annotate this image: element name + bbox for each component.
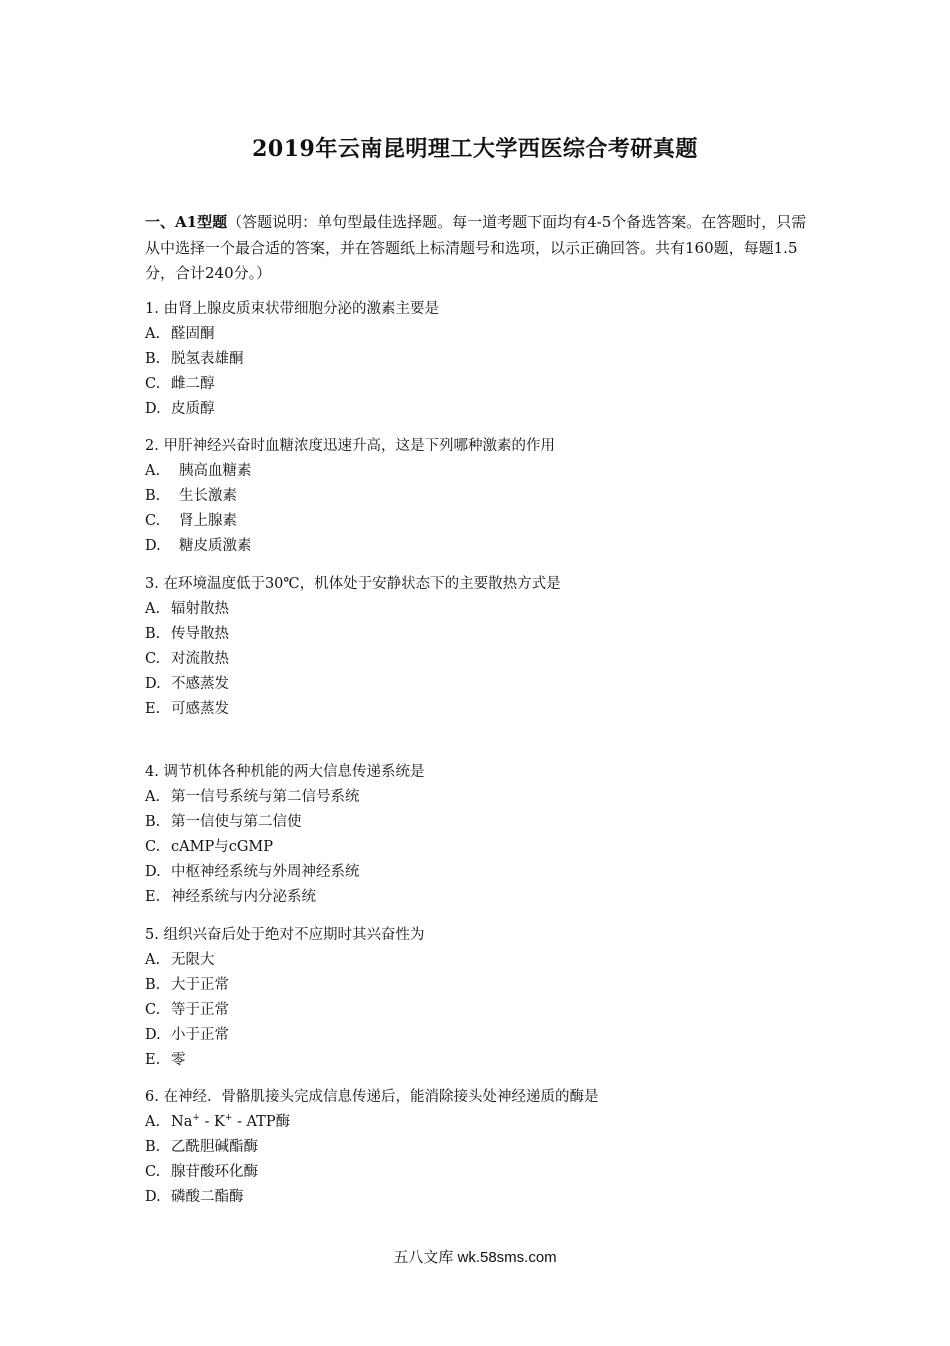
option-a-text: Na+ - K+ - ATP酶 [171,1113,291,1130]
question-stem: 5. 组织兴奋后处于绝对不应期时其兴奋性为 [145,927,425,943]
option-c: C. cAMP与cGMP [145,839,274,855]
section-instructions: （答题说明：单句型最佳选择题。每一道考题下面均有4-5个备选答案。在答题时，只需从中选择一个最合适的答案，并在答题纸上标清题号和选项，以示正确回答。共有160题，每题1.5分，合计240分。） [145,213,807,282]
option-a: A. 醛固酮 [145,326,215,342]
question-stem: 2. 甲肝神经兴奋时血糖浓度迅速升高，这是下列哪种激素的作用 [145,438,555,454]
option-b: B. 乙酰胆碱酯酶 [145,1139,258,1155]
option-c: C. 对流散热 [145,651,229,667]
option-b: B. 大于正常 [145,977,229,993]
option-a: A. 第一信号系统与第二信号系统 [145,789,360,805]
question-stem: 3. 在环境温度低于30℃，机体处于安静状态下的主要散热方式是 [145,576,561,592]
section-intro [145,210,813,287]
question-5 [145,923,424,1073]
option-c: C. 等于正常 [145,1002,229,1018]
option-d: D. 小于正常 [145,1027,229,1043]
page-footer: 五八文库 wk.58sms.com [393,1249,557,1266]
option-c: C. 腺苷酸环化酶 [145,1164,258,1180]
option-c: C. 雌二醇 [145,376,215,392]
question-2 [145,434,555,559]
option-a: A. 胰高血糖素 [145,463,252,479]
option-e: E. 可感蒸发 [145,701,229,717]
option-a: A. Na+ - K+ - ATP酶 [145,1113,291,1130]
question-stem: 4. 调节机体各种机能的两大信息传递系统是 [145,764,425,780]
option-d: D. 磷酸二酯酶 [145,1189,244,1205]
question-1 [145,297,439,422]
option-d: D. 皮质醇 [145,401,215,417]
option-b: B. 生长激素 [145,488,237,504]
question-stem: 6. 在神经．骨骼肌接头完成信息传递后，能消除接头处神经递质的酶是 [145,1089,599,1105]
question-6 [145,1085,598,1210]
question-3 [145,572,561,722]
option-e: E. 神经系统与内分泌系统 [145,889,316,905]
question-4 [145,760,424,910]
option-d: D. 中枢神经系统与外周神经系统 [145,864,360,880]
option-d: D. 糖皮质激素 [145,538,252,554]
option-b: B. 第一信使与第二信使 [145,814,302,830]
question-stem: 1. 由肾上腺皮质束状带细胞分泌的激素主要是 [145,301,439,317]
option-b: B. 脱氢表雄酮 [145,351,244,367]
option-a: A. 辐射散热 [145,601,229,617]
section-heading: 一、A1型题 [145,213,228,231]
option-b: B. 传导散热 [145,626,229,642]
option-d: D. 不感蒸发 [145,676,229,692]
document-title: 2019年云南昆明理工大学西医综合考研真题 [252,136,698,162]
option-a: A. 无限大 [145,952,215,968]
option-e: E. 零 [145,1052,186,1068]
option-c: C. 肾上腺素 [145,513,237,529]
